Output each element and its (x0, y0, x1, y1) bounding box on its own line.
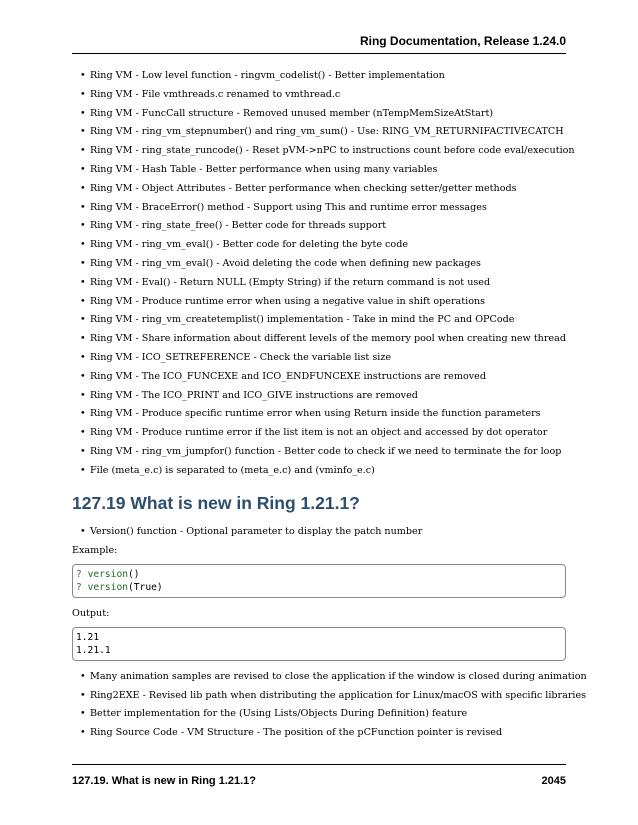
code-line (76, 581, 562, 594)
example-code-block (72, 564, 566, 598)
list-item: • Ring VM - ring_state_runcode() - Reset pVM->nPC to instructions count before code eval/execution (90, 145, 566, 157)
list-item: • Many animation samples are revised to close the application if the window is closed during animation (90, 671, 566, 683)
list-item: • Ring VM - Produce runtime error when using a negative value in shift operations (90, 296, 566, 308)
section-intro-list (72, 526, 566, 538)
page-content (72, 70, 587, 746)
list-item: • Ring VM - ring_vm_jumpfor() function - Better code to check if we need to terminate the for loop (90, 446, 566, 458)
list-item: • Ring VM - ring_vm_stepnumber() and ring_vm_sum() - Use: RING_VM_RETURNIFACTIVECATCH (90, 126, 566, 138)
list-item: • Ring VM - Object Attributes - Better performance when checking setter/getter methods (90, 183, 566, 195)
list-item: • File (meta_e.c) is separated to (meta_e.c) and (vminfo_e.c) (90, 465, 566, 477)
page-number: 2045 (541, 775, 566, 787)
list-item: • Ring VM - ring_state_free() - Better code for threads support (90, 220, 566, 232)
list-item: • Ring2EXE - Revised lib path when distributing the application for Linux/macOS with specific libraries (90, 690, 566, 702)
list-item: • Version() function - Optional parameter to display the patch number (90, 526, 566, 538)
code-function: version (87, 581, 128, 593)
list-item: • Ring VM - Hash Table - Better performance when using many variables (90, 164, 566, 176)
list-item: • Ring VM - ring_vm_eval() - Avoid deleting the code when defining new packages (90, 258, 566, 270)
list-item: • Ring VM - ring_vm_createtemplist() implementation - Take in mind the PC and OPCode (90, 314, 566, 326)
code-line (76, 568, 562, 581)
list-item: • Better implementation for the (Using Lists/Objects During Definition) feature (90, 708, 566, 720)
list-item: • Ring VM - File vmthreads.c renamed to vmthread.c (90, 89, 566, 101)
running-header-title: Ring Documentation, Release 1.24.0 (359, 34, 566, 48)
output-line: 1.21.1 (76, 644, 111, 656)
changelog-list-top (72, 70, 575, 477)
list-item: • Ring VM - ring_vm_eval() - Better code for deleting the byte code (90, 239, 566, 251)
output-label: Output: (72, 607, 110, 619)
list-item: • Ring VM - The ICO_FUNCEXE and ICO_ENDFUNCEXE instructions are removed (90, 371, 566, 383)
list-item: • Ring VM - Produce runtime error if the list item is not an object and accessed by dot operator (90, 427, 566, 439)
list-item: • Ring VM - Low level function - ringvm_codelist() - Better implementation (90, 70, 566, 82)
example-label: Example: (72, 544, 118, 556)
code-args: () (128, 568, 140, 580)
output-line: 1.21 (76, 631, 100, 643)
changelog-list-bottom (72, 670, 587, 739)
output-code-block (72, 627, 566, 661)
code-prompt: ? (76, 581, 82, 593)
list-item: • Ring Source Code - VM Structure - The position of the pCFunction pointer is revised (90, 727, 566, 739)
list-item: • Ring VM - ICO_SETREFERENCE - Check the variable list size (90, 352, 566, 364)
list-item: • Ring VM - FuncCall structure - Removed unused member (nTempMemSizeAtStart) (90, 108, 566, 120)
list-item: • Ring VM - Produce specific runtime error when using Return inside the function parameters (90, 408, 566, 420)
header-divider (72, 53, 566, 54)
list-item: • Ring VM - The ICO_PRINT and ICO_GIVE instructions are removed (90, 390, 566, 402)
footer-divider (72, 764, 566, 765)
code-function: version (87, 568, 128, 580)
code-prompt: ? (76, 568, 82, 580)
list-item: • Ring VM - BraceError() method - Support using This and runtime error messages (90, 202, 566, 214)
list-item: • Ring VM - Eval() - Return NULL (Empty String) if the return command is not used (90, 277, 566, 289)
section-heading: 127.19 What is new in Ring 1.21.1? (72, 492, 360, 513)
list-item: • Ring VM - Share information about different levels of the memory pool when creating new thread (90, 333, 566, 345)
footer-section-title: 127.19. What is new in Ring 1.21.1? (72, 775, 257, 787)
code-args: (True) (128, 581, 163, 593)
